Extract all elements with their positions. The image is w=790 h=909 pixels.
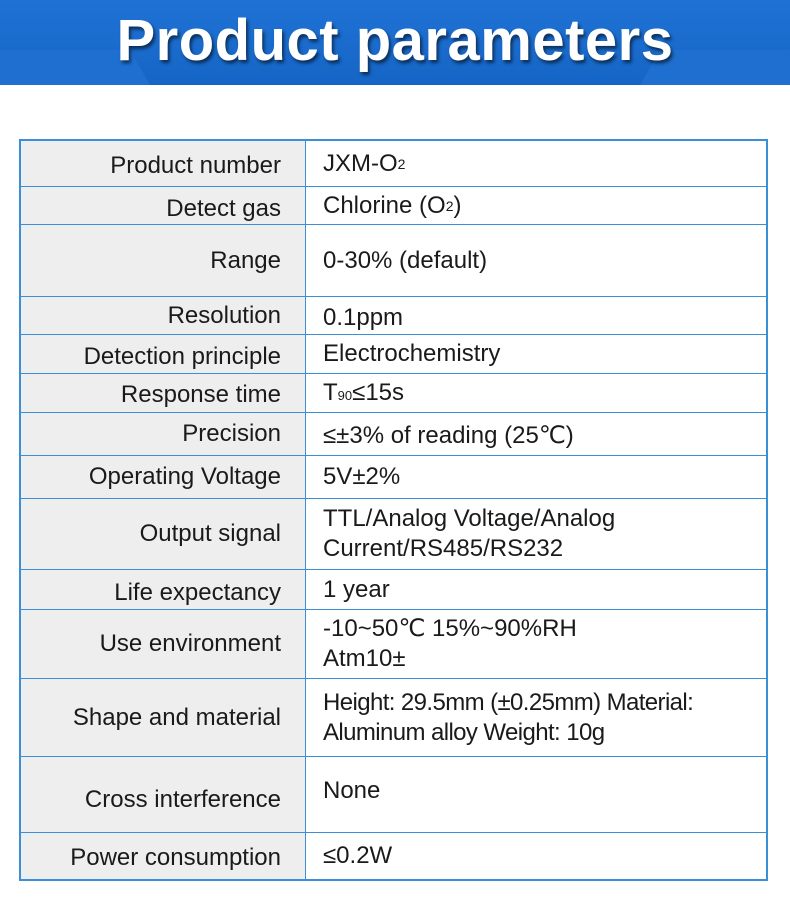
param-label: Detection principle bbox=[21, 335, 306, 373]
table-row bbox=[21, 413, 766, 456]
param-value-line: TTL/Analog Voltage/Analog bbox=[323, 505, 616, 532]
param-value: 5V±2% bbox=[323, 463, 401, 490]
param-value: T 90 ≤15s bbox=[323, 379, 405, 406]
param-value-line: Current/RS485/RS232 bbox=[323, 535, 564, 562]
param-label: Use environment bbox=[21, 610, 306, 678]
param-value: Chlorine (O 2 ) bbox=[323, 191, 462, 219]
param-label: Detect gas bbox=[21, 187, 306, 224]
table-row bbox=[21, 679, 766, 757]
page-title: Product parameters bbox=[116, 8, 674, 73]
param-label: Power consumption bbox=[21, 833, 306, 879]
parameters-table bbox=[19, 139, 768, 881]
table-row bbox=[21, 570, 766, 610]
param-value bbox=[306, 679, 766, 756]
param-label: Operating Voltage bbox=[21, 456, 306, 498]
param-label: Output signal bbox=[21, 499, 306, 569]
table-row bbox=[21, 374, 766, 413]
table-row bbox=[21, 297, 766, 335]
param-value: 0.1ppm bbox=[323, 303, 404, 331]
header-banner bbox=[0, 0, 790, 85]
param-label: Product number bbox=[21, 141, 306, 186]
param-value: 1 year bbox=[323, 575, 390, 603]
table-row bbox=[21, 610, 766, 679]
param-value bbox=[306, 499, 766, 569]
param-value: ≤±3% of reading (25℃) bbox=[323, 422, 574, 449]
param-label: Response time bbox=[21, 374, 306, 412]
table-row bbox=[21, 499, 766, 570]
param-label: Resolution bbox=[21, 297, 306, 334]
param-value-line: Aluminum alloy Weight: 10g bbox=[323, 718, 605, 746]
table-row bbox=[21, 187, 766, 225]
table-row bbox=[21, 456, 766, 499]
table-row bbox=[21, 225, 766, 297]
table-row bbox=[21, 335, 766, 374]
param-value: ≤0.2W bbox=[323, 842, 393, 869]
param-value: Electrochemistry bbox=[323, 340, 501, 367]
param-value-line: Height: 29.5mm (±0.25mm) Material: bbox=[323, 688, 694, 716]
table-row bbox=[21, 833, 766, 879]
param-label: Range bbox=[21, 225, 306, 296]
param-label: Cross interference bbox=[21, 757, 306, 832]
param-value: None bbox=[323, 776, 381, 804]
param-label: Shape and material bbox=[21, 679, 306, 756]
param-value-line: -10~50℃ 15%~90%RH bbox=[323, 615, 577, 642]
table-row bbox=[21, 757, 766, 833]
param-value: JXM-O 2 bbox=[323, 149, 406, 177]
param-label: Precision bbox=[21, 413, 306, 455]
param-label: Life expectancy bbox=[21, 570, 306, 609]
table-row bbox=[21, 141, 766, 187]
param-value bbox=[306, 610, 766, 678]
param-value-line: Atm10± bbox=[323, 645, 406, 672]
param-value: 0-30% (default) bbox=[323, 246, 488, 274]
